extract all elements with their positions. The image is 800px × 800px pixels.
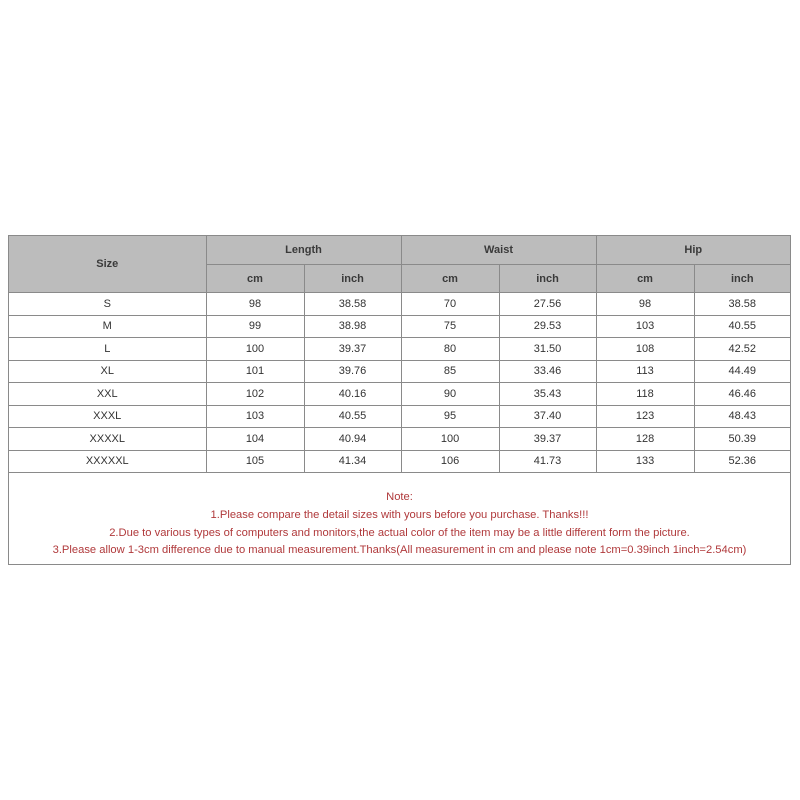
note-line: 2.Due to various types of computers and monitors,the actual color of the item may be a little different form the picture.: [109, 526, 690, 539]
waist-inch-cell: 35.43: [499, 383, 596, 406]
hip-inch-cell: 42.52: [694, 338, 790, 361]
waist-cm-cell: 70: [401, 293, 499, 316]
hip-cm-cell: 128: [596, 428, 694, 451]
waist-cm-cell: 95: [401, 405, 499, 428]
waist-inch-cell: 33.46: [499, 360, 596, 383]
hip-inch-cell: 40.55: [694, 315, 790, 338]
waist-cm-cell: 75: [401, 315, 499, 338]
hip-cm-cell: 98: [596, 293, 694, 316]
waist-cm-cell: 80: [401, 338, 499, 361]
length-cm-cell: 105: [206, 450, 304, 473]
length-header: Length: [206, 236, 401, 265]
table-row: [9, 293, 790, 316]
table-row: [9, 338, 790, 361]
unit-header: cm: [206, 265, 304, 293]
waist-cm-cell: 90: [401, 383, 499, 406]
length-cm-cell: 103: [206, 405, 304, 428]
length-cm-cell: 100: [206, 338, 304, 361]
unit-header: inch: [304, 265, 401, 293]
length-inch-cell: 41.34: [304, 450, 401, 473]
size-cell: XXXL: [9, 405, 206, 428]
size-header: Size: [9, 236, 206, 293]
size-cell: XXXXL: [9, 428, 206, 451]
length-cm-cell: 101: [206, 360, 304, 383]
hip-cm-cell: 133: [596, 450, 694, 473]
length-cm-cell: 102: [206, 383, 304, 406]
table-row: [9, 315, 790, 338]
notes-panel: [9, 473, 790, 564]
length-inch-cell: 39.76: [304, 360, 401, 383]
hip-inch-cell: 52.36: [694, 450, 790, 473]
unit-header: cm: [401, 265, 499, 293]
size-cell: XXXXXL: [9, 450, 206, 473]
hip-cm-cell: 113: [596, 360, 694, 383]
size-table: [9, 236, 790, 473]
table-row: [9, 405, 790, 428]
waist-inch-cell: 27.56: [499, 293, 596, 316]
size-cell: S: [9, 293, 206, 316]
unit-header: inch: [694, 265, 790, 293]
hip-inch-cell: 38.58: [694, 293, 790, 316]
hip-inch-cell: 48.43: [694, 405, 790, 428]
waist-cm-cell: 85: [401, 360, 499, 383]
table-row: [9, 360, 790, 383]
length-inch-cell: 40.55: [304, 405, 401, 428]
hip-header: Hip: [596, 236, 790, 265]
size-table-body: [9, 293, 790, 473]
length-inch-cell: 40.94: [304, 428, 401, 451]
waist-inch-cell: 29.53: [499, 315, 596, 338]
waist-header: Waist: [401, 236, 596, 265]
hip-cm-cell: 103: [596, 315, 694, 338]
table-row: [9, 383, 790, 406]
hip-cm-cell: 108: [596, 338, 694, 361]
length-inch-cell: 38.58: [304, 293, 401, 316]
hip-inch-cell: 50.39: [694, 428, 790, 451]
hip-inch-cell: 46.46: [694, 383, 790, 406]
waist-inch-cell: 41.73: [499, 450, 596, 473]
length-inch-cell: 38.98: [304, 315, 401, 338]
unit-header: inch: [499, 265, 596, 293]
waist-inch-cell: 37.40: [499, 405, 596, 428]
size-cell: XL: [9, 360, 206, 383]
note-line: 1.Please compare the detail sizes with yours before you purchase. Thanks!!!: [210, 508, 589, 521]
length-cm-cell: 99: [206, 315, 304, 338]
size-cell: XXL: [9, 383, 206, 406]
size-chart: [8, 235, 791, 565]
length-cm-cell: 98: [206, 293, 304, 316]
hip-inch-cell: 44.49: [694, 360, 790, 383]
length-inch-cell: 39.37: [304, 338, 401, 361]
note-title: Note:: [386, 491, 413, 503]
hip-cm-cell: 123: [596, 405, 694, 428]
table-row: [9, 428, 790, 451]
header-group-row: [9, 236, 790, 265]
length-cm-cell: 104: [206, 428, 304, 451]
length-inch-cell: 40.16: [304, 383, 401, 406]
waist-inch-cell: 39.37: [499, 428, 596, 451]
size-cell: L: [9, 338, 206, 361]
waist-cm-cell: 100: [401, 428, 499, 451]
size-cell: M: [9, 315, 206, 338]
table-row: [9, 450, 790, 473]
unit-header: cm: [596, 265, 694, 293]
hip-cm-cell: 118: [596, 383, 694, 406]
waist-inch-cell: 31.50: [499, 338, 596, 361]
note-line: 3.Please allow 1-3cm difference due to manual measurement.Thanks(All measurement in cm and please note 1cm=0.39inch 1inch=2.54cm): [52, 544, 747, 557]
waist-cm-cell: 106: [401, 450, 499, 473]
